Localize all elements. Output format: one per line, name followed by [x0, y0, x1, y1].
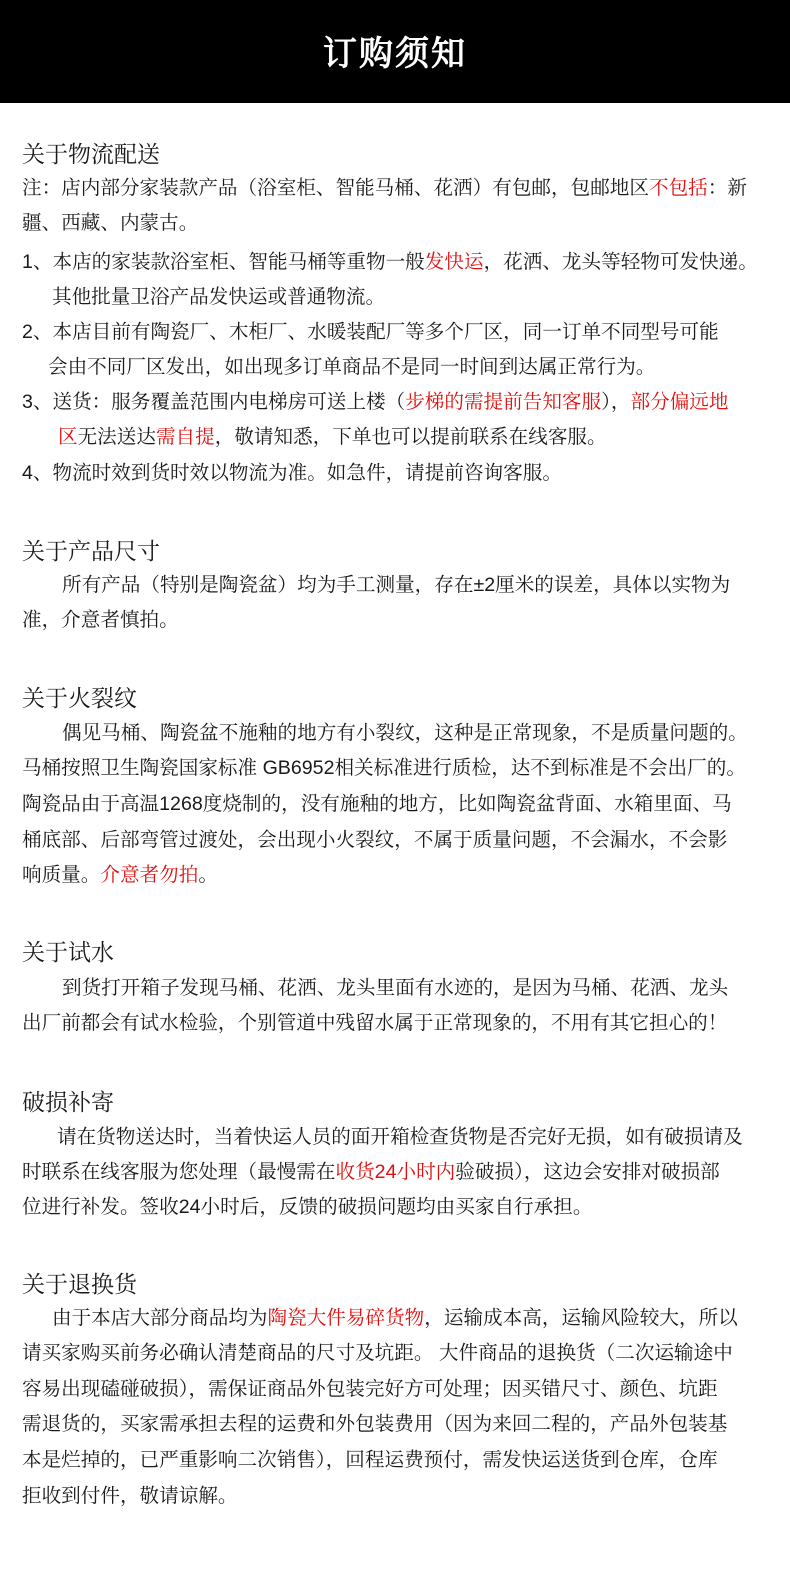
body-text: 2、本店目前有陶瓷厂、木柜厂、水暖装配厂等多个厂区，同一订单不同型号可能 — [22, 321, 719, 343]
body-text: 无法送达 — [77, 426, 156, 448]
body-text: 出厂前都会有试水检验，个别管道中残留水属于正常现象的，不用有其它担心的！ — [22, 1012, 728, 1034]
body-text: 请买家购买前务必确认清楚商品的尺寸及坑距。 大件商品的退换货（二次运输途中 — [22, 1342, 733, 1364]
text-line — [52, 285, 385, 309]
body-text: ，敬请知悉，下单也可以提前联系在线客服。 — [214, 426, 607, 448]
highlighted-text: 陶瓷大件易碎货物 — [267, 1307, 425, 1329]
body-text: 1、本店的家装款浴室柜、智能马桶等重物一般 — [22, 251, 425, 273]
text-line — [22, 1412, 727, 1436]
body-text: ，花洒、龙头等轻物可发快递。 — [483, 251, 758, 273]
text-line — [57, 1125, 743, 1149]
text-line — [22, 211, 198, 235]
section-heading: 关于退换货 — [22, 1271, 137, 1297]
highlighted-text: 收货24小时内 — [335, 1161, 456, 1183]
section-heading: 关于试水 — [22, 939, 114, 965]
text-line — [22, 1011, 727, 1035]
section-heading: 关于产品尺寸 — [22, 538, 160, 564]
body-text: 位进行补发。签收24小时后，反馈的破损问题均由买家自行承担。 — [22, 1196, 593, 1218]
text-line — [22, 1448, 718, 1472]
highlighted-text: 介意者勿拍 — [100, 864, 199, 886]
text-line — [58, 425, 607, 449]
text-line — [48, 355, 655, 379]
body-text: 。 — [198, 864, 218, 886]
body-text: 会由不同厂区发出，如出现多订单商品不是同一时间到达属正常行为。 — [48, 356, 656, 378]
body-text: 响质量。 — [22, 864, 101, 886]
highlighted-text: 部分偏远地 — [630, 391, 729, 413]
body-text: 注：店内部分家装款产品（浴室柜、智能马桶、花洒）有包邮，包邮地区 — [22, 177, 649, 199]
text-line — [22, 250, 758, 274]
body-text: 4、物流时效到货时效以物流为准。如急件，请提前咨询客服。 — [22, 462, 562, 484]
page-title: 订购须知 — [323, 35, 467, 73]
body-text: 偶见马桶、陶瓷盆不施釉的地方有小裂纹，这种是正常现象，不是质量问题的。 — [62, 722, 748, 744]
body-text: 容易出现磕碰破损），需保证商品外包装完好方可处理；因买错尺寸、颜色、坑距 — [22, 1378, 718, 1400]
text-line — [22, 792, 732, 816]
text-line — [22, 1195, 592, 1219]
section-heading: 破损补寄 — [22, 1089, 114, 1115]
body-text: 验破损），这边会安排对破损部 — [455, 1161, 720, 1183]
text-line — [22, 1377, 718, 1401]
body-text: ，运输成本高，运输风险较大，所以 — [424, 1307, 738, 1329]
text-line — [22, 320, 719, 344]
body-text: 需退货的，买家需承担去程的运费和外包装费用（因为来回二程的，产品外包装基 — [22, 1413, 728, 1435]
text-line — [22, 176, 747, 200]
text-line — [22, 1484, 238, 1508]
body-text: 马桶按照卫生陶瓷国家标准 GB6952相关标准进行质检，达不到标准是不会出厂的。 — [22, 757, 746, 779]
body-text: 本是烂掉的，已严重影响二次销售），回程运费预付，需发快运送货到仓库，仓库 — [22, 1449, 718, 1471]
highlighted-text: 需自提 — [155, 426, 215, 448]
text-line — [22, 863, 218, 887]
text-line — [62, 976, 728, 1000]
body-text: ）， — [601, 391, 631, 413]
body-text: 拒收到付件，敬请谅解。 — [22, 1485, 238, 1507]
text-line — [52, 1306, 738, 1330]
body-text: 其他批量卫浴产品发快运或普通物流。 — [52, 286, 386, 308]
highlighted-text: 发快运 — [424, 251, 484, 273]
section-heading: 关于物流配送 — [22, 141, 160, 167]
section-heading: 关于火裂纹 — [22, 685, 137, 711]
highlighted-text: 区 — [58, 426, 78, 448]
body-text: 陶瓷品由于高温1268度烧制的，没有施釉的地方，比如陶瓷盆背面、水箱里面、马 — [22, 793, 732, 815]
text-line — [62, 721, 748, 745]
body-text: 到货打开箱子发现马桶、花洒、龙头里面有水迹的，是因为马桶、花洒、龙头 — [62, 977, 729, 999]
body-text: 准，介意者慎拍。 — [22, 609, 179, 631]
body-text: 请在货物送达时，当着快运人员的面开箱检查货物是否完好无损，如有破损请及 — [57, 1126, 743, 1148]
body-text: 桶底部、后部弯管过渡处，会出现小火裂纹，不属于质量问题，不会漏水，不会影 — [22, 829, 728, 851]
highlighted-text: 步梯的需提前告知客服 — [405, 391, 602, 413]
highlighted-text: 不包括 — [649, 177, 708, 199]
body-text: 疆、西藏、内蒙古。 — [22, 212, 199, 234]
text-line — [22, 1160, 720, 1184]
text-line — [22, 828, 727, 852]
body-text: 时联系在线客服为您处理（最慢需在 — [22, 1161, 336, 1183]
text-line — [22, 1341, 733, 1365]
text-line — [22, 390, 728, 414]
text-line — [62, 573, 730, 597]
body-text: 由于本店大部分商品均为 — [52, 1307, 268, 1329]
text-line — [22, 756, 746, 780]
body-text: ：新 — [707, 177, 747, 199]
body-text: 3、送货：服务覆盖范围内电梯房可送上楼（ — [22, 391, 406, 413]
body-text: 所有产品（特别是陶瓷盆）均为手工测量，存在±2厘米的误差，具体以实物为 — [62, 574, 731, 596]
text-line — [22, 608, 179, 632]
text-line — [22, 461, 562, 485]
header-banner — [0, 0, 790, 103]
